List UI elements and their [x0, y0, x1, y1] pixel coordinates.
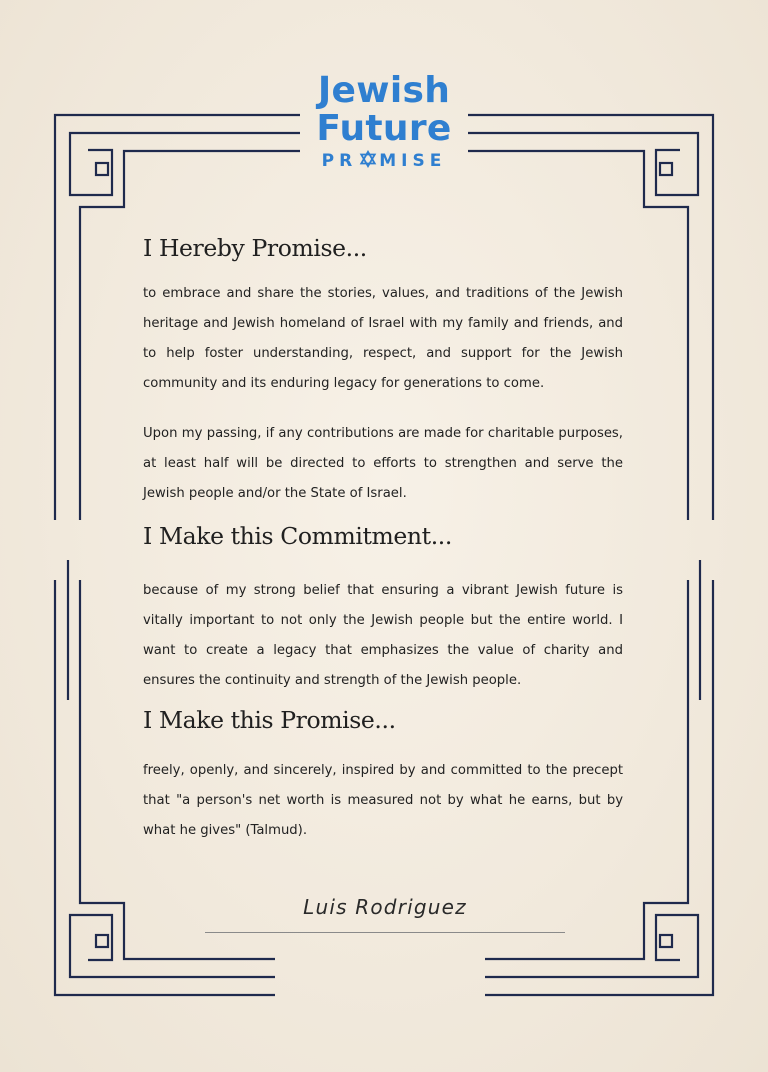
logo-line-2: Future — [316, 108, 452, 149]
heading-hereby-promise: I Hereby Promise... — [143, 234, 367, 262]
logo-line-1: Jewish — [317, 70, 451, 111]
logo — [0, 72, 768, 171]
paragraph-embrace: to embrace and share the stories, values, and traditions of the Jewish heritage and Jewish homeland of Israel with my family and friends, and to help foster understanding, respect, and support for the Jewish community and its enduring legacy for generations to come. — [143, 286, 623, 391]
paragraph-passing: Upon my passing, if any contributions are made for charitable purposes, at least half will be directed to efforts to strengthen and serve the Jewish people and/or the State of Israel. — [143, 426, 623, 501]
heading-make-promise: I Make this Promise... — [143, 706, 396, 734]
paragraph-belief: because of my strong belief that ensuring a vibrant Jewish future is vitally important to not only the Jewish people but the entire world. I want to create a legacy that emphasizes the value of charity and ensures the continuity and strength of the Jewish people. — [143, 583, 623, 688]
logo-promise-right: MISE — [379, 151, 447, 171]
signature-line — [205, 932, 565, 933]
star-of-david-icon — [357, 150, 379, 171]
paragraph-precept: freely, openly, and sincerely, inspired by and committed to the precept that "a person's net worth is measured not by what he earns, but by what he gives" (Talmud). — [143, 763, 623, 838]
heading-commitment: I Make this Commitment... — [143, 522, 452, 550]
signature-name: Luis Rodriguez — [303, 895, 467, 919]
logo-promise-left: PR — [321, 151, 358, 171]
logo-line-3 — [0, 150, 768, 171]
